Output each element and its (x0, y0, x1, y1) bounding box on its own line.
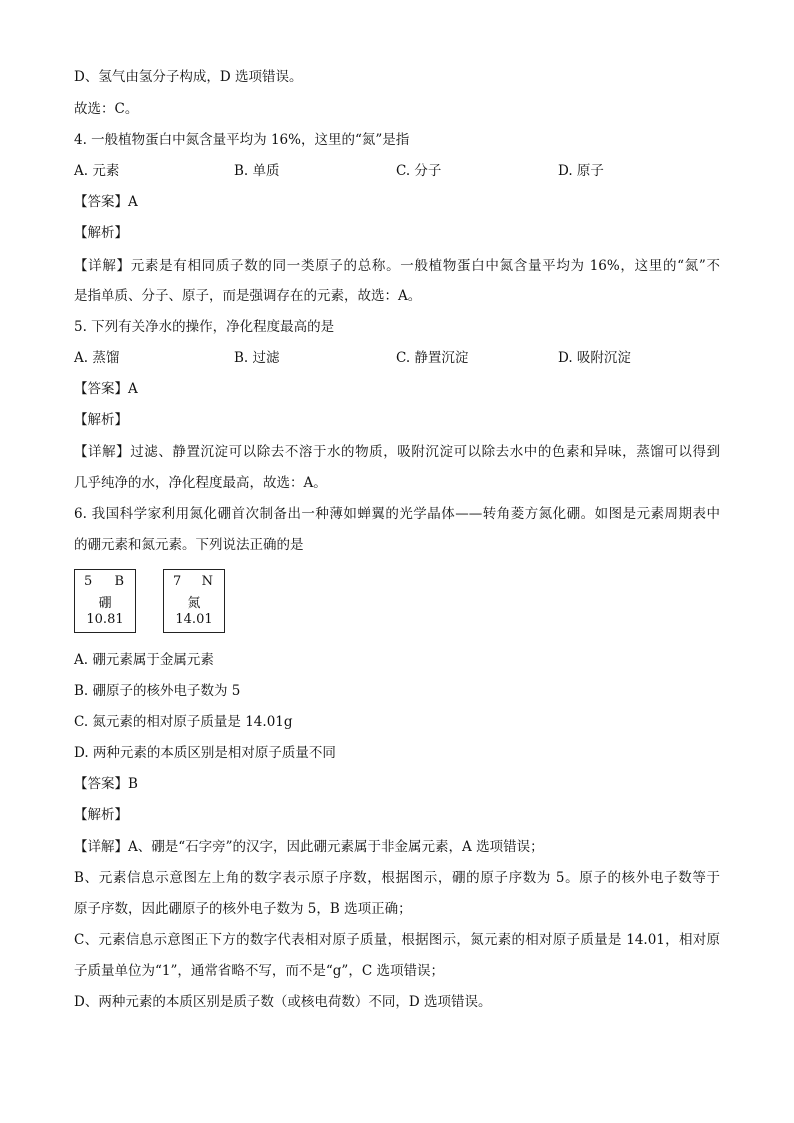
q6-detail-line: C、元素信息示意图正下方的数字代表相对原子质量，根据图示，氮元素的相对原子质量是 14.01，相对原 (74, 932, 720, 948)
boron-atomic-mass: 10.81 (86, 612, 124, 627)
q4-option-c: C. 分子 (396, 163, 442, 179)
nitrogen-atomic-number: 7 (173, 574, 182, 589)
prev-choose-line: 故选：C。 (74, 101, 139, 117)
q6-answer: 【答案】B (74, 776, 138, 792)
element-card-nitrogen (163, 569, 225, 633)
q5-option-d: D. 吸附沉淀 (558, 350, 631, 366)
q4-answer: 【答案】A (74, 194, 138, 210)
prev-option-d-explanation: D、氢气由氢分子构成，D 选项错误。 (74, 69, 303, 85)
q5-detail-line-1: 【详解】过滤、静置沉淀可以除去不溶于水的物质，吸附沉淀可以除去水中的色素和异味，蒸馏可以得到 (74, 444, 720, 460)
q6-stem-line-2: 的硼元素和氮元素。下列说法正确的是 (74, 537, 304, 553)
q6-detail-line: 原子序数，因此硼原子的核外电子数为 5，B 选项正确； (74, 901, 412, 917)
q5-option-b: B. 过滤 (234, 350, 280, 366)
q5-option-a: A. 蒸馏 (74, 350, 120, 366)
q4-detail-line-1: 【详解】元素是有相同质子数的同一类原子的总称。一般植物蛋白中氮含量平均为 16%，这里的“氮”不 (74, 258, 720, 274)
boron-symbol: B (114, 574, 124, 589)
nitrogen-name: 氮 (187, 596, 201, 611)
nitrogen-atomic-mass: 14.01 (175, 612, 213, 627)
q6-stem-line-1: 6. 我国科学家利用氮化硼首次制备出一种薄如蝉翼的光学晶体——转角菱方氮化硼。如图是元素周期表中 (74, 506, 720, 522)
q4-detail-line-2: 是指单质、分子、原子，而是强调存在的元素，故选：A。 (74, 288, 422, 304)
q4-option-b: B. 单质 (234, 163, 280, 179)
q4-option-a: A. 元素 (74, 163, 120, 179)
q5-options (74, 348, 734, 368)
q6-option-b: B. 硼原子的核外电子数为 5 (74, 683, 241, 699)
q6-option-c: C. 氮元素的相对原子质量是 14.01g (74, 714, 293, 730)
q4-option-d: D. 原子 (558, 163, 604, 179)
element-card-boron (74, 569, 136, 633)
q6-detail-line: 子质量单位为“1”，通常省略不写，而不是“g”，C 选项错误； (74, 963, 444, 979)
boron-atomic-number: 5 (84, 574, 93, 589)
q4-options (74, 161, 734, 181)
nitrogen-symbol: N (201, 574, 213, 589)
q5-answer: 【答案】A (74, 381, 138, 397)
q5-analysis-heading: 【解析】 (74, 412, 128, 428)
q6-option-a: A. 硼元素属于金属元素 (74, 652, 214, 668)
q6-detail-line: D、两种元素的本质区别是质子数（或核电荷数）不同，D 选项错误。 (74, 994, 492, 1010)
q4-analysis-heading: 【解析】 (74, 225, 128, 241)
q5-option-c: C. 静置沉淀 (396, 350, 469, 366)
q5-stem: 5. 下列有关净水的操作，净化程度最高的是 (74, 319, 335, 335)
q6-analysis-heading: 【解析】 (74, 807, 128, 823)
q4-stem: 4. 一般植物蛋白中氮含量平均为 16%，这里的“氮”是指 (74, 132, 410, 148)
q6-detail-line: 【详解】A、硼是“石字旁”的汉字，因此硼元素属于非金属元素，A 选项错误； (74, 839, 544, 855)
q6-detail-line: B、元素信息示意图左上角的数字表示原子序数，根据图示，硼的原子序数为 5。原子的核外电子数等于 (74, 870, 720, 886)
boron-name: 硼 (98, 596, 112, 611)
q6-option-d: D. 两种元素的本质区别是相对原子质量不同 (74, 745, 336, 761)
q5-detail-line-2: 几乎纯净的水，净化程度最高，故选：A。 (74, 475, 327, 491)
